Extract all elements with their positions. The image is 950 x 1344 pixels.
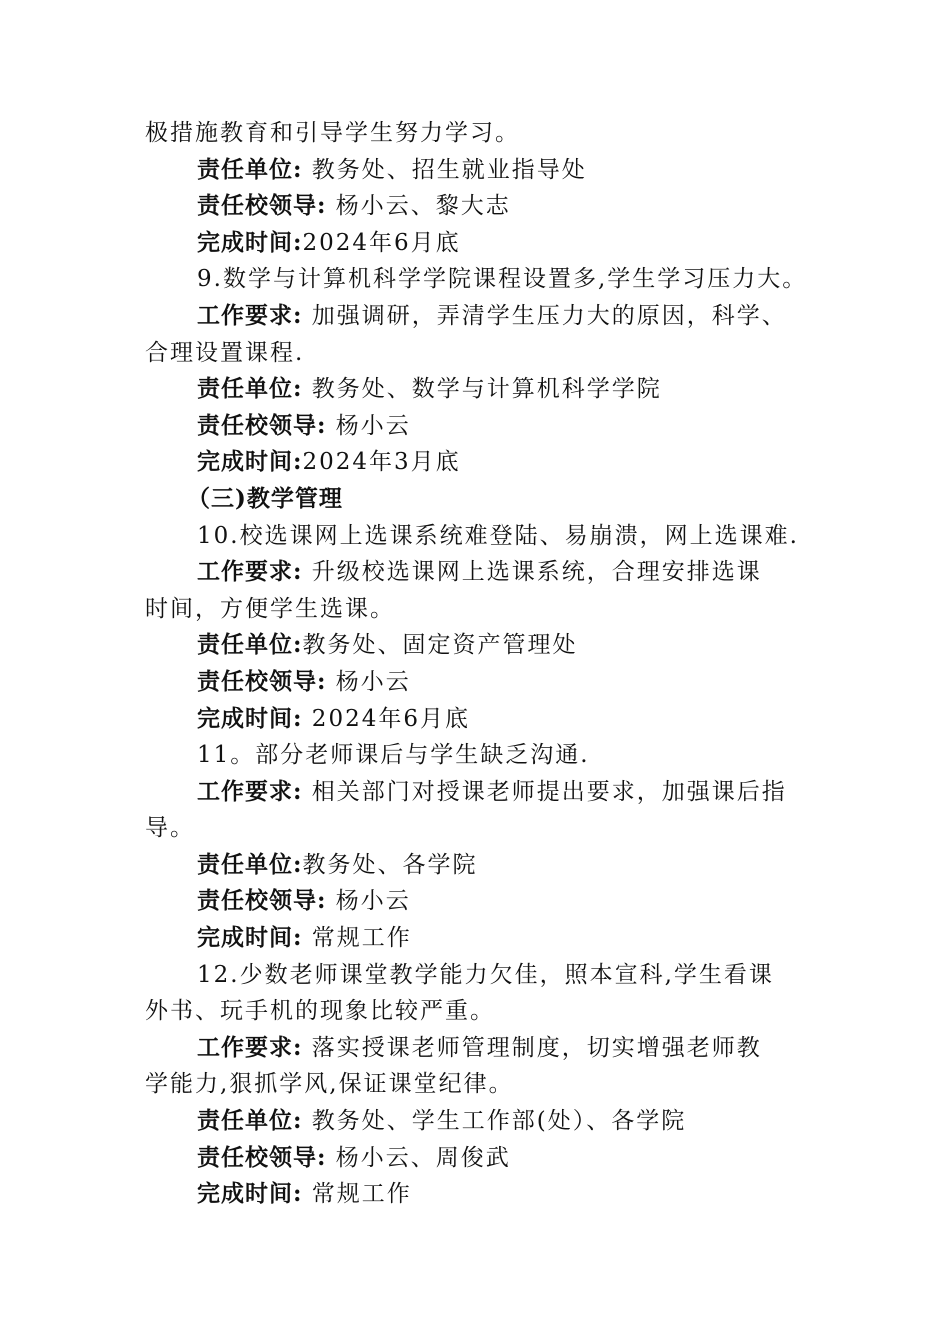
text-line [145,883,825,920]
text-line [145,920,825,957]
text-line [145,957,825,994]
text-line [145,1140,825,1177]
line-text: 12.少数老师课堂教学能力欠佳，照本宣科,学生看课 [197,961,774,988]
field-label: 责任单位: [197,375,303,403]
field-value: 教务处、数学与计算机科学学院 [302,376,662,403]
field-label: 完成时间: [197,228,303,256]
field-value: 杨小云 [326,668,411,695]
field-value: 加强调研，弄清学生压力大的原因，科学、 [302,302,787,329]
text-line [145,627,825,664]
field-value: 2024年3月底 [302,449,461,476]
field-label: 责任单位: [197,155,303,183]
field-label: 责任校领导: [197,887,327,915]
field-label: 完成时间: [197,704,303,732]
field-label: 责任单位: [197,1107,303,1135]
line-text: 导。 [145,815,195,842]
text-line [145,664,825,701]
text-line [145,152,825,189]
field-value: 教务处、招生就业指导处 [302,156,587,183]
text-line [145,1066,825,1103]
field-value: 落实授课老师管理制度，切实增强老师教 [302,1034,762,1061]
text-line [145,993,825,1030]
line-text: （三)教学管理 [187,484,343,512]
field-value: 教务处、固定资产管理处 [302,632,578,659]
field-value: 教务处、各学院 [302,851,478,878]
text-line [145,444,825,481]
field-label: 工作要求: [197,1033,303,1061]
line-text: 11。部分老师课后与学生缺乏沟通. [197,742,590,769]
field-value: 2024年6月底 [302,705,470,732]
field-value: 相关部门对授课老师提出要求，加强课后指 [302,778,787,805]
line-text: 外书、玩手机的现象比较严重。 [145,998,495,1025]
document-body [145,115,825,1213]
text-line [145,261,825,298]
field-label: 工作要求: [197,777,303,805]
text-line [145,371,825,408]
line-text: 10.校选课网上选课系统难登陆、易崩溃，网上选课难. [197,522,799,549]
text-line [145,1030,825,1067]
field-value: 升级校选课网上选课系统，合理安排选课 [302,559,762,586]
field-label: 责任校领导: [197,667,327,695]
field-label: 完成时间: [197,1180,303,1208]
text-line [145,701,825,738]
field-value: 杨小云、黎大志 [326,193,511,220]
field-value: 常规工作 [302,925,412,952]
line-text: 9.数学与计算机科学学院课程设置多,学生学习压力大。 [197,266,808,293]
field-value: 杨小云、周俊武 [326,1144,511,1171]
text-line [145,1103,825,1140]
field-value: 2024年6月底 [302,229,461,256]
section-heading [145,481,825,518]
text-line [145,188,825,225]
field-label: 责任校领导: [197,411,327,439]
field-value: 杨小云 [326,888,411,915]
field-value: 常规工作 [302,1181,412,1208]
field-value: 教务处、学生工作部(处）、各学院 [302,1108,687,1135]
text-line [145,298,825,335]
text-line [145,518,825,555]
field-label: 责任校领导: [197,1143,327,1171]
field-label: 完成时间: [197,448,303,476]
text-line [145,335,825,372]
line-text: 学能力,狠抓学风,保证课堂纪律。 [145,1071,514,1098]
line-text: 时间，方便学生选课。 [145,595,395,622]
field-label: 责任单位: [197,631,303,659]
field-label: 完成时间: [197,924,303,952]
line-text: 极措施教育和引导学生努力学习。 [145,120,520,146]
text-line [145,115,825,152]
text-line [145,810,825,847]
text-line [145,225,825,262]
text-line [145,1176,825,1213]
text-line [145,847,825,884]
text-line [145,737,825,774]
field-label: 工作要求: [197,558,303,586]
text-line [145,591,825,628]
text-line [145,554,825,591]
field-label: 责任单位: [197,850,303,878]
field-label: 工作要求: [197,301,303,329]
line-text: 合理设置课程. [145,339,305,366]
field-value: 杨小云 [326,412,411,439]
text-line [145,774,825,811]
field-label: 责任校领导: [197,192,327,220]
text-line [145,408,825,445]
